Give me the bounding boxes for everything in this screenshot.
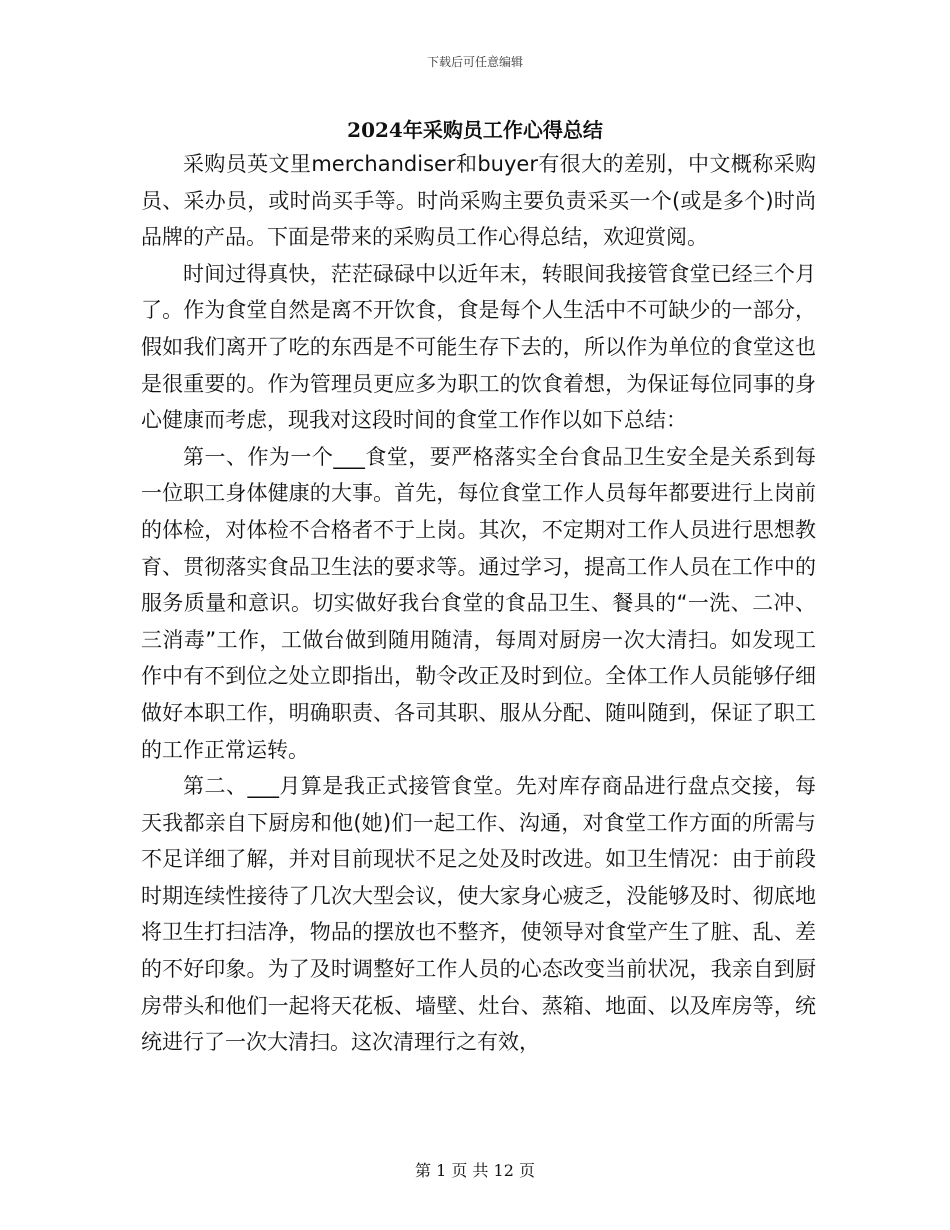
paragraph-summary-intro: 时间过得真快，茫茫碌碌中以近年末，转眼间我接管食堂已经三个月了。作为食堂自然是离不开饮食，食是每个人生活中不可缺少的一部分，假如我们离开了吃的东西是不可能生存下去的，所以作为单位的食堂这也是很重要的。作为管理员更应多为职工的饮食着想，为保证每位同事的身心健康而考虑，现我对这段时间的食堂工作作以如下总结：	[141, 261, 816, 433]
header-note: 下载后可任意编辑	[426, 55, 523, 69]
document-body	[141, 146, 816, 1061]
paragraph-point-one: 第一、作为一个___食堂，要严格落实全台食品卫生安全是关系到每一位职工身体健康的大事。首先，每位食堂工作人员每年都要进行上岗前的体检，对体检不合格者不于上岗。其次，不定期对工作人员进行思想教育、贯彻落实食品卫生法的要求等。通过学习，提高工作人员在工作中的服务质量和意识。切实做好我台食堂的食品卫生、餐具的“一洗、二冲、三消毒”工作，工做台做到随用随清，每周对厨房一次大清扫。如发现工作中有不到位之处立即指出，勒令改正及时到位。全体工作人员能够仔细做好本职工作，明确职责、各司其职、服从分配、随叫随到，保证了职工的工作正常运转。	[141, 444, 816, 762]
paragraph-intro: 采购员英文里merchandiser和buyer有很大的差别，中文概称采购员、采办员，或时尚买手等。时尚采购主要负责采买一个(或是多个)时尚品牌的产品。下面是带来的采购员工作心得总结，欢迎赏阅。	[141, 152, 816, 250]
document-title: 2024年采购员工作心得总结	[347, 118, 603, 142]
paragraph-point-two: 第二、___月算是我正式接管食堂。先对库存商品进行盘点交接，每天我都亲自下厨房和他(她)们一起工作、沟通，对食堂工作方面的所需与不足详细了解，并对目前现状不足之处及时改进。如卫生情况：由于前段时期连续性接待了几次大型会议，使大家身心疲乏，没能够及时、彻底地将卫生打扫洁净，物品的摆放也不整齐，使领导对食堂产生了脏、乱、差的不好印象。为了及时调整好工作人员的心态改变当前状况，我亲自到厨房带头和他们一起将天花板、墙壁、灶台、蒸箱、地面、以及库房等，统统进行了一次大清扫。这次清理行之有效，	[141, 774, 816, 1055]
page-number: 第 1 页 共 12 页	[415, 1161, 535, 1180]
